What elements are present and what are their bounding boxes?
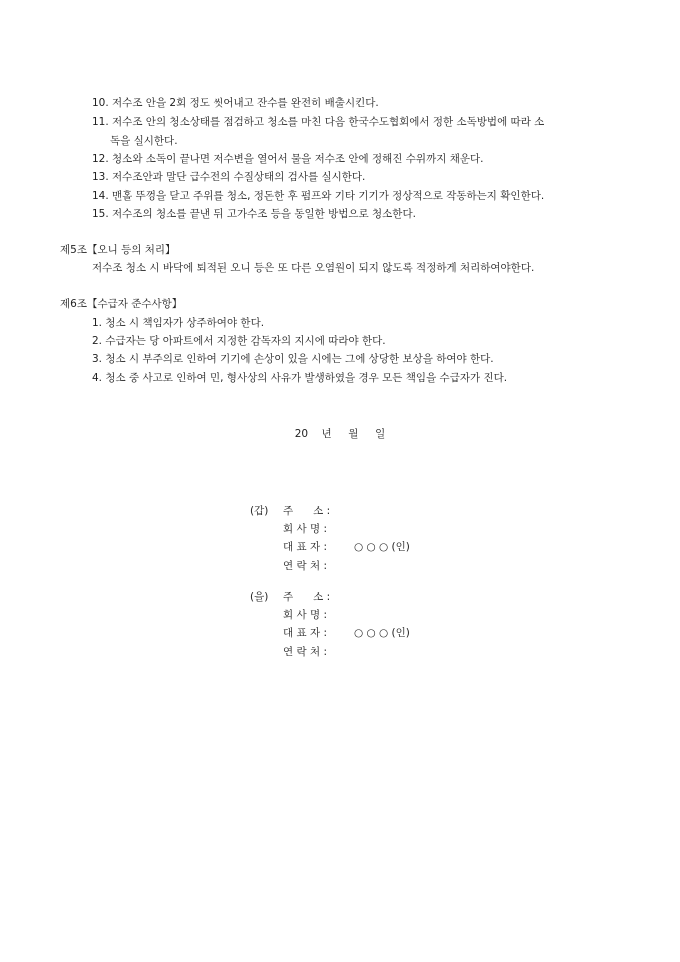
article6-item-1: 1. 청소 시 책임자가 상주하여야 한다. <box>92 317 265 329</box>
representative-label: 대 표 자 : <box>283 627 327 639</box>
address-label: 주 소 : <box>283 591 331 603</box>
list-item-11-continued: 독을 실시한다. <box>110 135 178 147</box>
article5-text: 저수조 청소 시 바닥에 퇴적된 오니 등은 또 다른 오염원이 되지 않도록 적정하게 처리하여야한다. <box>92 262 535 274</box>
contact-label: 연 락 처 : <box>283 560 327 572</box>
list-item-11: 11. 저수조 안의 청소상태를 점검하고 청소를 마친 다음 한국수도협회에서 정한 소독방법에 따라 소 <box>92 116 545 128</box>
contract-date: 20 년 월 일 <box>294 428 386 440</box>
article6-heading: 제6조【수급자 준수사항】 <box>60 298 183 310</box>
article6-item-2: 2. 수급자는 당 아파트에서 지정한 감독자의 지시에 따라야 한다. <box>92 335 386 347</box>
address-label: 주 소 : <box>283 505 331 517</box>
article5-heading: 제5조【오니 등의 처리】 <box>60 244 176 256</box>
company-label: 회 사 명 : <box>283 523 327 535</box>
list-item-14: 14. 맨홀 뚜껑을 닫고 주위를 청소, 정돈한 후 펌프와 기타 기기가 정상적으로 작동하는지 확인한다. <box>92 190 545 202</box>
list-item-13: 13. 저수조안과 말단 급수전의 수질상태의 검사를 실시한다. <box>92 171 366 183</box>
contact-label: 연 락 처 : <box>283 646 327 658</box>
list-item-10: 10. 저수조 안을 2회 정도 씻어내고 잔수를 완전히 배출시킨다. <box>92 97 379 109</box>
article6-item-3: 3. 청소 시 부주의로 인하여 기기에 손상이 있을 시에는 그에 상당한 보상을 하여야 한다. <box>92 353 494 365</box>
list-item-15: 15. 저수조의 청소를 끝낸 뒤 고가수조 등을 동일한 방법으로 청소한다. <box>92 208 416 220</box>
party-tag: (갑) <box>250 505 269 517</box>
representative-seal: ○ ○ ○ (인) <box>354 627 410 639</box>
party-tag: (을) <box>250 591 269 603</box>
article6-item-4: 4. 청소 중 사고로 인하여 민, 형사상의 사유가 발생하였을 경우 모든 책임을 수급자가 진다. <box>92 372 508 384</box>
representative-label: 대 표 자 : <box>283 541 327 553</box>
list-item-12: 12. 청소와 소독이 끝나면 저수변을 열어서 물을 저수조 안에 정해진 수위까지 채운다. <box>92 153 484 165</box>
company-label: 회 사 명 : <box>283 609 327 621</box>
representative-seal: ○ ○ ○ (인) <box>354 541 410 553</box>
